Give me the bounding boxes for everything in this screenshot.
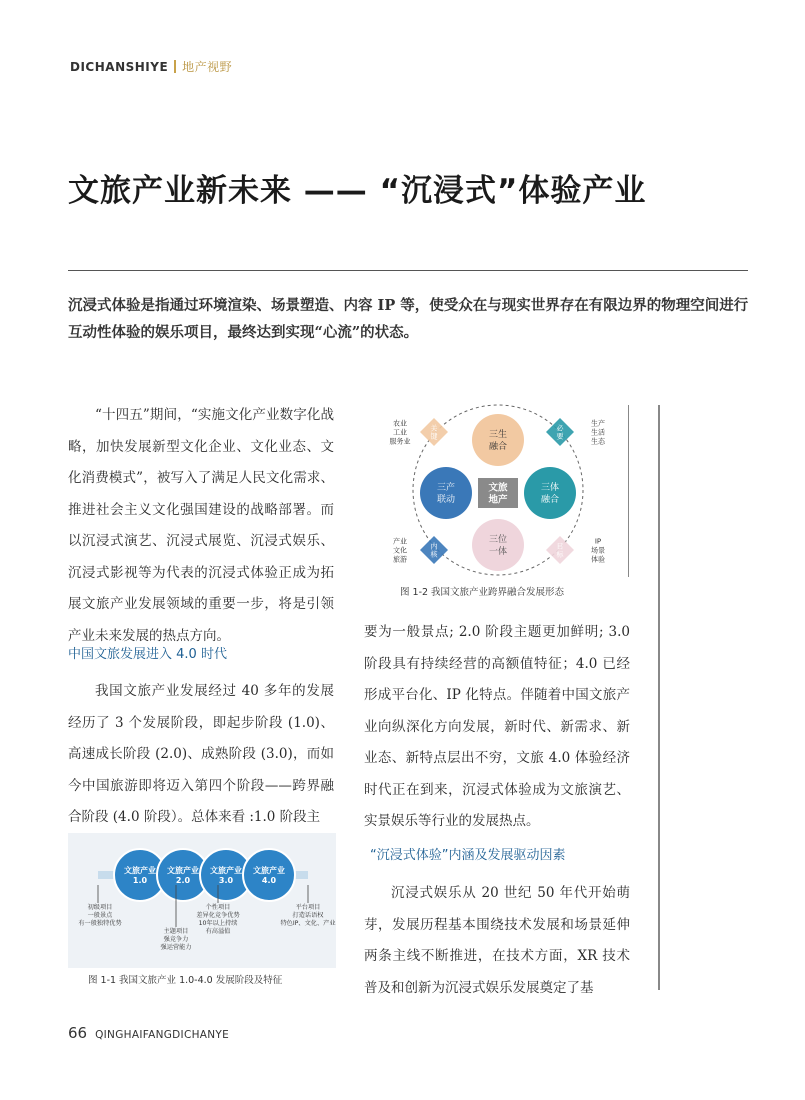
fusion-circle-label: 三产联动 xyxy=(436,483,456,506)
figure-background xyxy=(68,833,336,968)
figure-1-1-caption: 图 1-1 我国文旅产业 1.0-4.0 发展阶段及特征 xyxy=(88,975,283,986)
center-label: 文旅地产 xyxy=(488,482,508,506)
subhead-4-0-era: 中国文旅发展进入 4.0 时代 xyxy=(68,647,227,662)
stage-label: 文旅产业 1.0 xyxy=(124,865,156,885)
fusion-circle-label: 三位一体 xyxy=(488,535,508,558)
diamond-label: 关键 xyxy=(430,424,438,441)
right-paragraph-1: 要为一般景点; 2.0 阶段主题更加鲜明; 3.0阶段具有持续经营的高额值特征；4.0 已经形成平台化、IP 化特点。伴随着中国文旅产业向纵深化方向发展，新时代、新需求、新业态、新特点层出不穷，文旅 4.0 体验经济时代正在到来，沉浸式体验成为文旅演艺、实景娱乐等行业的发展热点。 xyxy=(364,624,630,829)
header-brand: DICHANSHIYE xyxy=(70,60,169,74)
fusion-diagram xyxy=(370,400,626,578)
page-number: 66 xyxy=(68,1024,88,1042)
fusion-circle-label: 三生融合 xyxy=(488,430,508,453)
right-paragraph-2: 沉浸式娱乐从 20 世纪 50 年代开始萌芽，发展历程基本围绕技术发展和场景延伸两条主线不断推进，在技术方面，XR 技术普及和创新为沉浸式娱乐发展奠定了基 xyxy=(364,885,630,996)
stage-note: 平台项目打造话语权特色IP、文化、产业 xyxy=(280,904,336,927)
figure-side-rule xyxy=(628,405,629,577)
fusion-circle-label: 三体融合 xyxy=(540,483,560,506)
diamond-label: 目标 xyxy=(556,542,564,559)
stage-label: 文旅产业 2.0 xyxy=(167,865,199,885)
stage-note: 初级项目一般景点有一般独特优势 xyxy=(78,904,122,927)
left-paragraph-1: “十四五”期间，“实施文化产业数字化战略，加快发展新型文化企业、文化业态、文化消费模式”，被写入了满足人民文化需求、推进社会主义文化强国建设的战略部署。而以沉浸式演艺、沉浸式展览、沉浸式娱乐、沉浸式影视等为代表的沉浸式体验正成为拓展文旅产业发展领域的重要一步，将是引领产业未来发展的热点方向。 xyxy=(68,407,334,644)
header-section: 地产视野 xyxy=(182,60,233,74)
side-label: 农业工业服务业 xyxy=(389,419,411,446)
right-column-para1 xyxy=(364,617,630,838)
side-label: IP 场景体验 xyxy=(591,537,605,564)
diamond-label: 内核 xyxy=(430,542,438,559)
figure-1-1 xyxy=(68,833,336,968)
left-paragraph-2: 我国文旅产业发展经过 40 多年的发展经历了 3 个发展阶段，即起步阶段 (1.0)、高速成长阶段 (2.0)、成熟阶段 (3.0)，而如今中国旅游即将迈入第四个阶段——跨界融合阶段 (4.0 阶段）。总体来看 :1.0 阶段主 xyxy=(68,683,334,825)
stage-diagram xyxy=(68,833,336,968)
figure-1-2 xyxy=(370,400,626,578)
page-footer xyxy=(68,1023,229,1042)
stage-note: 个性项目差异化竞争优势 10年以上持续有高溢值 xyxy=(196,904,240,935)
article-title: 文旅产业新未来 —— “沉浸式”体验产业 xyxy=(68,173,647,209)
running-header xyxy=(70,58,232,75)
column-side-rule xyxy=(658,405,660,990)
magazine-name: QINGHAIFANGDICHANYE xyxy=(95,1029,230,1041)
header-divider xyxy=(174,60,176,73)
side-label: 产业文化旅游 xyxy=(393,537,407,564)
stage-label: 文旅产业 4.0 xyxy=(253,865,285,885)
left-column-para1 xyxy=(68,400,334,652)
stage-note: 主题项目强竞争力强运营能力 xyxy=(160,928,192,951)
title-rule xyxy=(68,270,748,271)
subhead-immersive-drivers: “沉浸式体验”内涵及发展驱动因素 xyxy=(370,848,566,863)
diamond-label: 必要 xyxy=(556,424,564,441)
stage-label: 文旅产业 3.0 xyxy=(210,865,242,885)
side-label: 生产生活生态 xyxy=(591,419,605,446)
figure-1-2-caption: 图 1-2 我国文旅产业跨界融合发展形态 xyxy=(400,587,565,598)
lead-paragraph: 沉浸式体验是指通过环境渲染、场景塑造、内容 IP 等，使受众在与现实世界存在有限边界的物理空间进行互动性体验的娱乐项目，最终达到实现“心流”的状态。 xyxy=(68,297,749,341)
left-column-para2 xyxy=(68,676,334,834)
right-column-para2 xyxy=(364,878,630,1004)
